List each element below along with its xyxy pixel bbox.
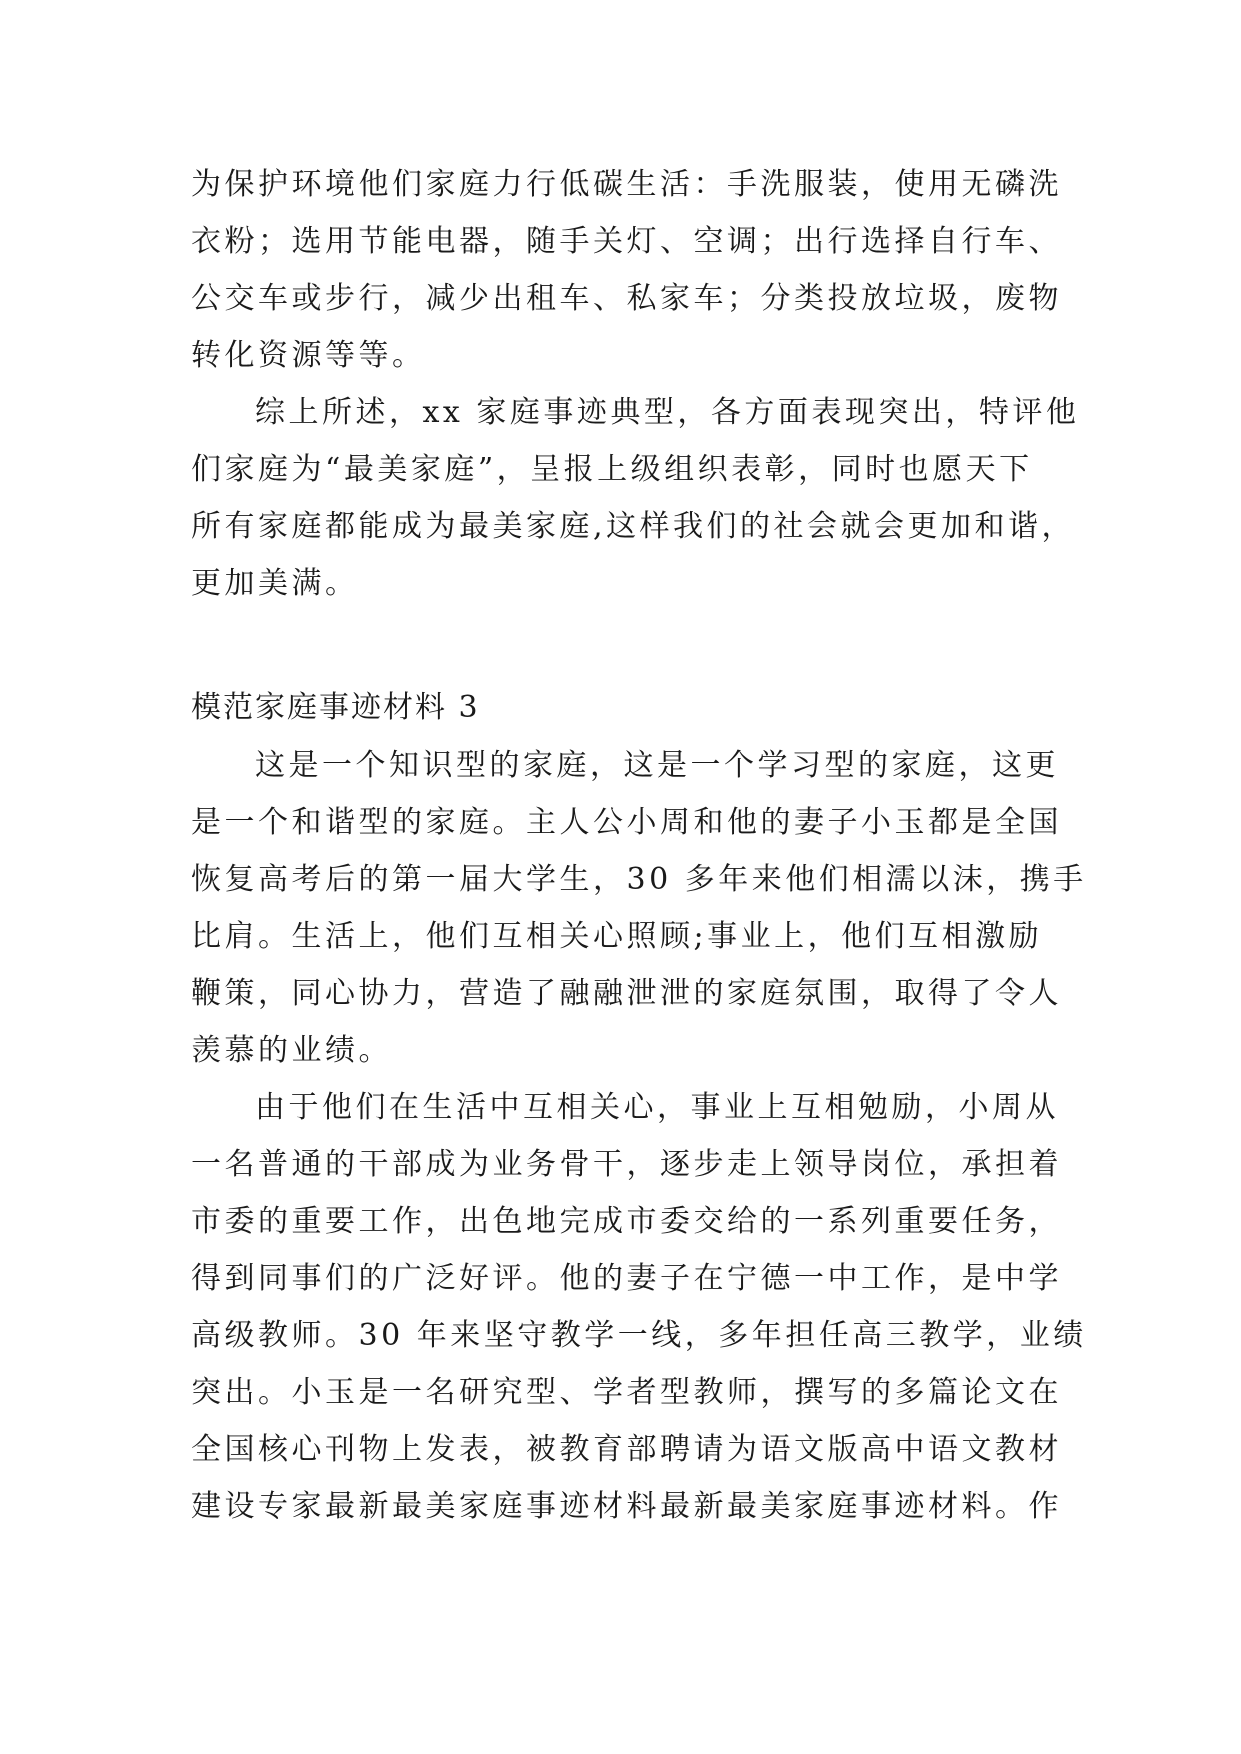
paragraph-3-line-2: 是一个和谐型的家庭。主人公小周和他的妻子小玉都是全国 [191,805,1062,840]
paragraph-4-line-7: 全国核心刊物上发表，被教育部聘请为语文版高中语文教材 [191,1432,1062,1467]
paragraph-4-line-3: 市委的重要工作，出色地完成市委交给的一系列重要任务， [191,1204,1062,1239]
paragraph-1-line-1: 为保护环境他们家庭力行低碳生活：手洗服装，使用无磷洗 [191,167,1062,202]
paragraph-4-line-1: 由于他们在生活中互相关心，事业上互相勉励，小周从 [255,1090,1059,1125]
paragraph-3-line-4: 比肩。生活上，他们互相关心照顾;事业上，他们互相激励 [191,919,1043,954]
paragraph-3-line-1: 这是一个知识型的家庭，这是一个学习型的家庭，这更 [255,748,1059,783]
paragraph-4-line-2: 一名普通的干部成为业务骨干，逐步走上领导岗位，承担着 [191,1147,1062,1182]
paragraph-1-line-2: 衣粉；选用节能电器，随手关灯、空调；出行选择自行车、 [191,224,1062,259]
paragraph-2-line-2: 们家庭为“最美家庭”，呈报上级组织表彰，同时也愿天下 [191,452,1033,487]
paragraph-4-line-5: 高级教师。30 年来坚守教学一线，多年担任高三教学，业绩 [191,1318,1087,1353]
section-heading: 模范家庭事迹材料 3 [191,690,480,725]
paragraph-3-line-6: 羡慕的业绩。 [191,1033,392,1068]
paragraph-2-line-4: 更加美满。 [191,566,359,601]
paragraph-2-line-3: 所有家庭都能成为最美家庭,这样我们的社会就会更加和谐， [191,509,1076,544]
paragraph-4-line-4: 得到同事们的广泛好评。他的妻子在宁德一中工作，是中学 [191,1261,1062,1296]
paragraph-2-line-1: 综上所述，xx 家庭事迹典型，各方面表现突出，特评他 [255,395,1080,430]
paragraph-1-line-3: 公交车或步行，减少出租车、私家车；分类投放垃圾，废物 [191,281,1062,316]
paragraph-1-line-4: 转化资源等等。 [191,338,426,373]
paragraph-3-line-5: 鞭策，同心协力，营造了融融泄泄的家庭氛围，取得了令人 [191,976,1062,1011]
paragraph-4-line-6: 突出。小玉是一名研究型、学者型教师，撰写的多篇论文在 [191,1375,1062,1410]
paragraph-3-line-3: 恢复高考后的第一届大学生，30 多年来他们相濡以沫，携手 [191,862,1087,897]
paragraph-4-line-8: 建设专家最新最美家庭事迹材料最新最美家庭事迹材料。作 [191,1489,1062,1524]
